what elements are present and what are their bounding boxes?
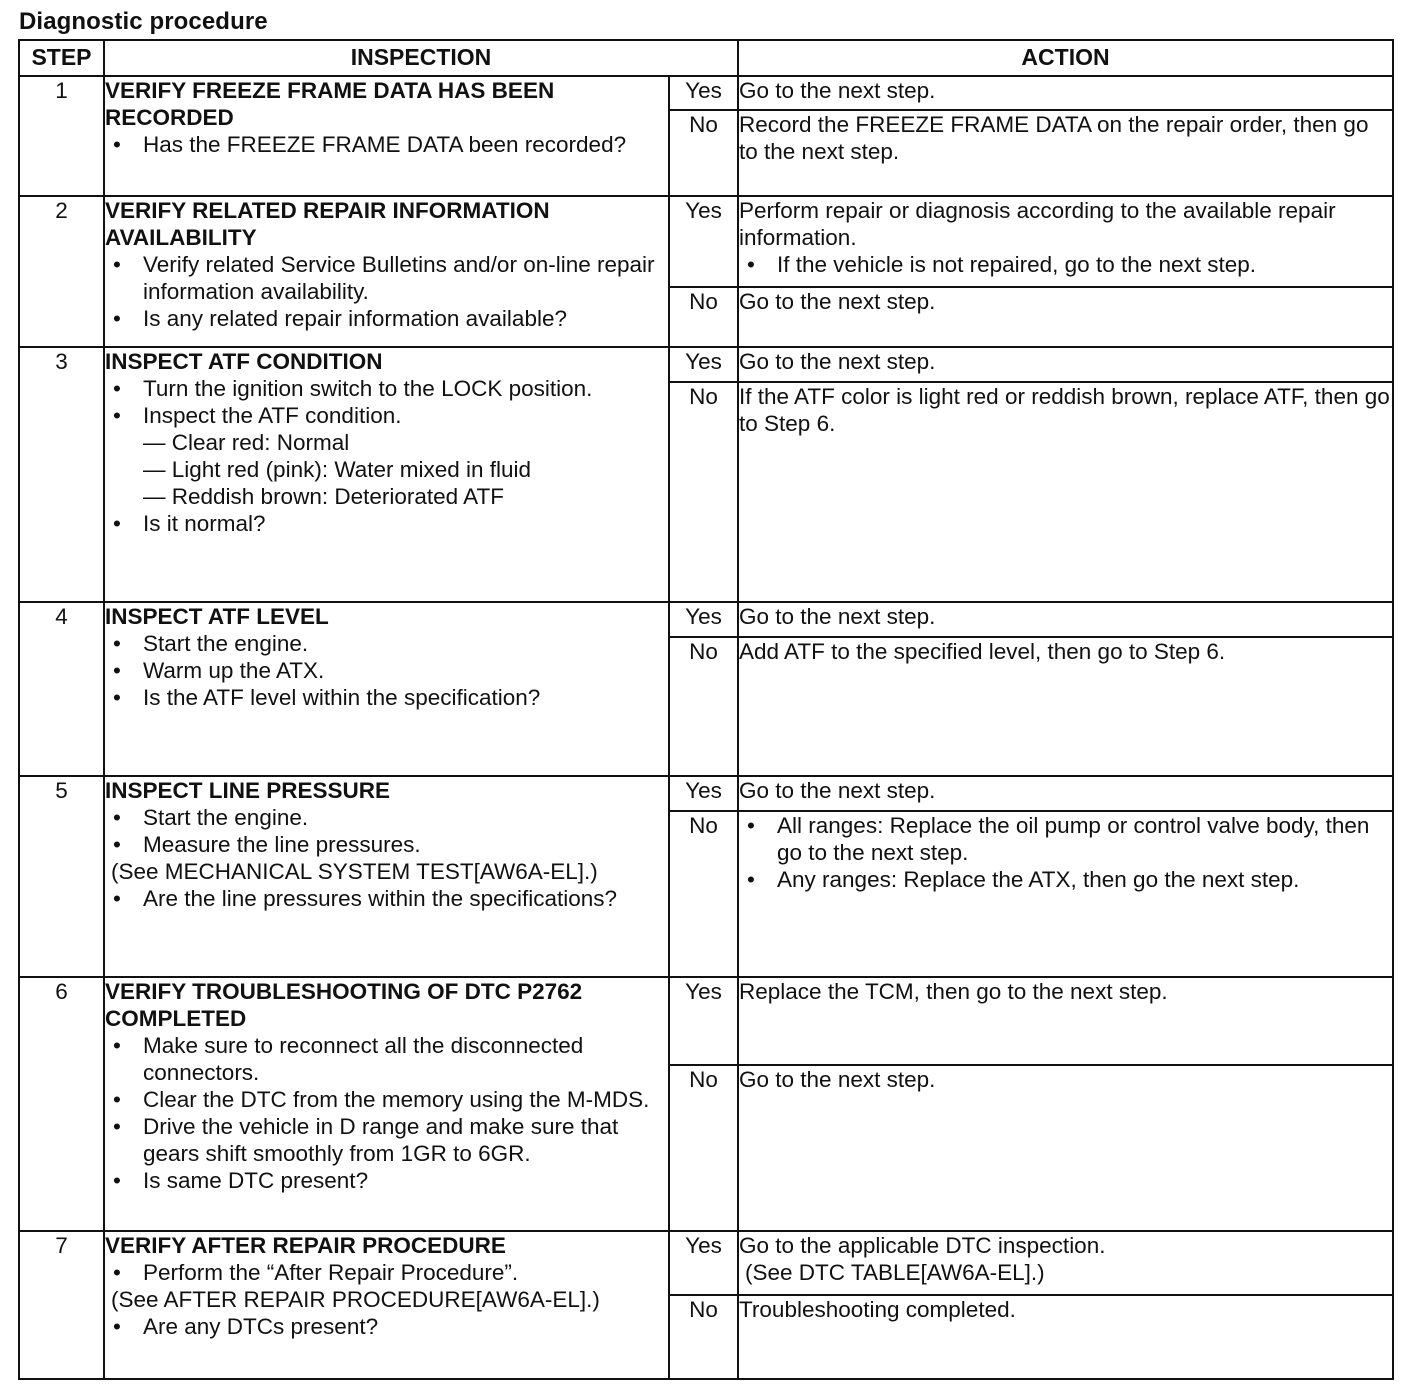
yes-action: Go to the applicable DTC inspection. — [739, 1233, 1106, 1258]
inspection-heading: VERIFY TROUBLESHOOTING OF DTC P2762 COMPLETED — [105, 979, 583, 1031]
step-number: 7 — [19, 1231, 104, 1379]
yes-label: Yes — [669, 977, 738, 1065]
reference-note: (See AFTER REPAIR PROCEDURE[AW6A-EL].) — [111, 1287, 600, 1312]
inspection-bullet: • Perform the “After Repair Procedure”. — [105, 1259, 668, 1286]
no-label: No — [669, 811, 738, 977]
inspection-bullet: • Has the FREEZE FRAME DATA been recorded? — [105, 131, 668, 158]
step-number: 5 — [19, 776, 104, 977]
inspection-heading: VERIFY RELATED REPAIR INFORMATION AVAILABILITY — [105, 198, 550, 250]
yes-action-cell — [738, 196, 1393, 287]
yes-action: Go to the next step. — [738, 347, 1393, 382]
inspection-bullet: • Are any DTCs present? — [105, 1313, 668, 1340]
yes-action: Go to the next step. — [738, 76, 1393, 110]
step-number: 2 — [19, 196, 104, 347]
inspection-bullet: • Is same DTC present? — [105, 1167, 668, 1194]
inspection-bullet: • Start the engine. — [105, 630, 668, 657]
inspection-list — [105, 1259, 668, 1286]
inspection-list — [105, 375, 668, 429]
yes-label: Yes — [669, 76, 738, 110]
step-2-yes-row — [19, 196, 1393, 287]
diagnostic-table — [18, 39, 1394, 1380]
inspection-cell — [104, 1231, 669, 1379]
yes-label: Yes — [669, 196, 738, 287]
reference-note: (See MECHANICAL SYSTEM TEST[AW6A-EL].) — [111, 859, 598, 884]
yes-label: Yes — [669, 1231, 738, 1295]
inspection-heading: INSPECT LINE PRESSURE — [105, 778, 391, 803]
inspection-bullet: • Measure the line pressures. — [105, 831, 668, 858]
yes-action: Replace the TCM, then go to the next step. — [738, 977, 1393, 1065]
yes-action: Perform repair or diagnosis according to the available repair information. — [739, 198, 1336, 250]
inspection-cell — [104, 977, 669, 1231]
header-step: STEP — [19, 40, 104, 76]
inspection-cell — [104, 776, 669, 977]
yes-action: Go to the next step. — [738, 776, 1393, 811]
inspection-cell — [104, 602, 669, 776]
inspection-cell — [104, 196, 669, 347]
inspection-bullet: • Is any related repair information available? — [105, 305, 668, 332]
inspection-heading: INSPECT ATF LEVEL — [105, 604, 329, 629]
inspection-list — [105, 1032, 668, 1194]
step-5-yes-row — [19, 776, 1393, 811]
condition-item: — Clear red: Normal — [143, 430, 350, 455]
condition-item: — Reddish brown: Deteriorated ATF — [143, 484, 504, 509]
step-number: 1 — [19, 76, 104, 196]
inspection-list — [105, 885, 668, 912]
no-label: No — [669, 1065, 738, 1231]
inspection-bullet: • Warm up the ATX. — [105, 657, 668, 684]
inspection-bullet: • Is the ATF level within the specification? — [105, 684, 668, 711]
inspection-heading: VERIFY FREEZE FRAME DATA HAS BEEN RECORDED — [105, 78, 555, 130]
inspection-bullet: • Start the engine. — [105, 804, 668, 831]
no-action: Go to the next step. — [738, 287, 1393, 347]
action-bullet: • If the vehicle is not repaired, go to the next step. — [739, 251, 1392, 278]
no-action: Add ATF to the specified level, then go to Step 6. — [738, 637, 1393, 776]
inspection-bullet: • Turn the ignition switch to the LOCK position. — [105, 375, 668, 402]
inspection-cell — [104, 347, 669, 602]
header-action: ACTION — [738, 40, 1393, 76]
yes-label: Yes — [669, 602, 738, 637]
inspection-heading: VERIFY AFTER REPAIR PROCEDURE — [105, 1233, 506, 1258]
no-action: Troubleshooting completed. — [738, 1295, 1393, 1379]
inspection-list — [105, 1313, 668, 1340]
reference-note: (See DTC TABLE[AW6A-EL].) — [745, 1260, 1045, 1285]
yes-label: Yes — [669, 347, 738, 382]
no-action-cell — [738, 811, 1393, 977]
action-list — [739, 251, 1392, 278]
inspection-heading: INSPECT ATF CONDITION — [105, 349, 383, 374]
inspection-bullet: • Drive the vehicle in D range and make sure that gears shift smoothly from 1GR to 6GR. — [105, 1113, 668, 1167]
inspection-list — [105, 804, 668, 858]
inspection-bullet: • Clear the DTC from the memory using the M-MDS. — [105, 1086, 668, 1113]
inspection-bullet: • Is it normal? — [105, 510, 668, 537]
condition-item: — Light red (pink): Water mixed in fluid — [143, 457, 532, 482]
inspection-cell — [104, 76, 669, 196]
action-list — [739, 812, 1392, 893]
no-action: If the ATF color is light red or reddish brown, replace ATF, then go to Step 6. — [738, 382, 1393, 602]
inspection-list — [105, 630, 668, 711]
no-label: No — [669, 382, 738, 602]
inspection-bullet: • Are the line pressures within the specifications? — [105, 885, 668, 912]
no-label: No — [669, 110, 738, 196]
page-title: Diagnostic procedure — [19, 8, 268, 35]
no-label: No — [669, 287, 738, 347]
step-number: 3 — [19, 347, 104, 602]
action-bullet: • All ranges: Replace the oil pump or control valve body, then go to the next step. — [739, 812, 1392, 866]
step-6-yes-row — [19, 977, 1393, 1065]
inspection-list — [105, 131, 668, 158]
yes-label: Yes — [669, 776, 738, 811]
header-inspection: INSPECTION — [104, 40, 738, 76]
step-7-yes-row — [19, 1231, 1393, 1295]
no-action: Record the FREEZE FRAME DATA on the repair order, then go to the next step. — [738, 110, 1393, 196]
inspection-bullet: • Make sure to reconnect all the disconnected connectors. — [105, 1032, 668, 1086]
no-label: No — [669, 637, 738, 776]
yes-action: Go to the next step. — [738, 602, 1393, 637]
yes-action-cell — [738, 1231, 1393, 1295]
inspection-bullet: • Inspect the ATF condition. — [105, 402, 668, 429]
step-number: 4 — [19, 602, 104, 776]
step-3-yes-row — [19, 347, 1393, 382]
table-header-row — [19, 40, 1393, 76]
action-bullet: • Any ranges: Replace the ATX, then go the next step. — [739, 866, 1392, 893]
no-action: Go to the next step. — [738, 1065, 1393, 1231]
inspection-list — [105, 510, 668, 537]
no-label: No — [669, 1295, 738, 1379]
inspection-list — [105, 251, 668, 332]
step-4-yes-row — [19, 602, 1393, 637]
step-1-yes-row — [19, 76, 1393, 110]
step-number: 6 — [19, 977, 104, 1231]
inspection-bullet: • Verify related Service Bulletins and/or on-line repair information availability. — [105, 251, 668, 305]
